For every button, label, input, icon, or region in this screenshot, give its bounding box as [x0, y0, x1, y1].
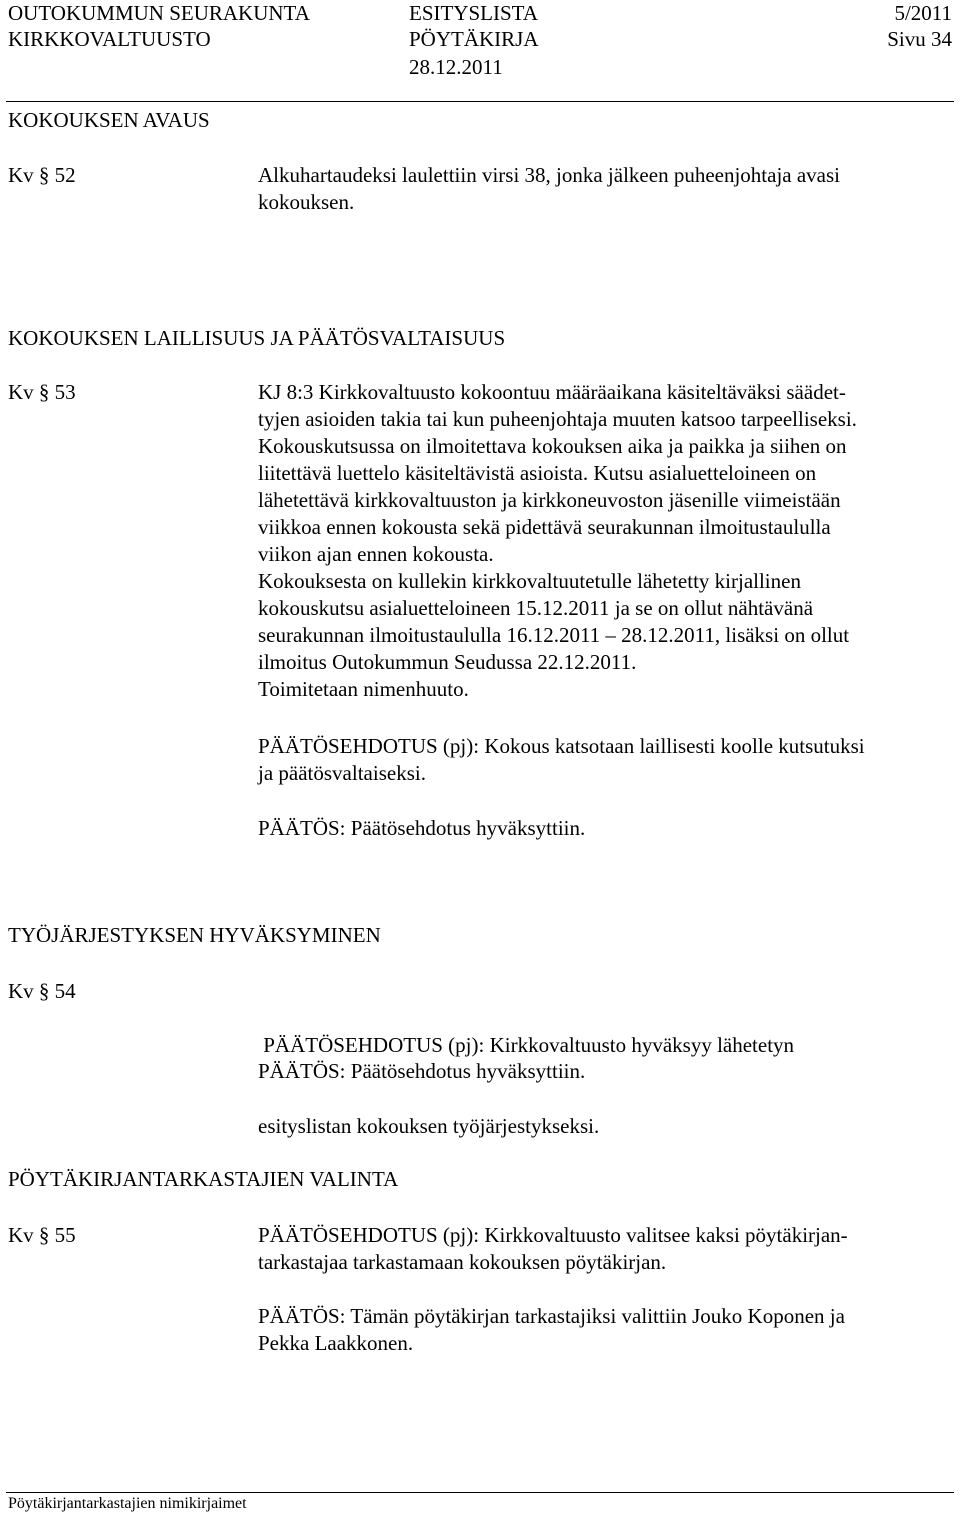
proposal-line: esityslistan kokouksen työjärjestykseksi. — [258, 1114, 600, 1138]
decision-line: PÄÄTÖS: Päätösehdotus hyväksyttiin. — [258, 816, 586, 840]
body-line: KJ 8:3 Kirkkovaltuusto kokoontuu määräaikana käsiteltäväksi säädet- — [258, 380, 846, 404]
section-number: Kv § 53 — [8, 380, 76, 404]
decision-line: Pekka Laakkonen. — [258, 1331, 414, 1355]
proposal-line: PÄÄTÖSEHDOTUS (pj): Kirkkovaltuusto valitsee kaksi pöytäkirjan- — [258, 1223, 848, 1247]
section-number: Kv § 52 — [8, 163, 76, 187]
section-number: Kv § 55 — [8, 1223, 76, 1247]
section-heading: PÖYTÄKIRJANTARKASTAJIEN VALINTA — [8, 1167, 399, 1191]
meeting-date: 28.12.2011 — [409, 55, 503, 79]
body-line: ilmoitus Outokummun Seudussa 22.12.2011. — [258, 650, 637, 674]
decision — [258, 1058, 585, 1085]
org-name: OUTOKUMMUN SEURAKUNTA — [8, 1, 310, 25]
section-heading: KOKOUKSEN LAILLISUUS JA PÄÄTÖSVALTAISUUS — [8, 326, 506, 350]
proposal-line: ja päätösvaltaiseksi. — [258, 761, 426, 785]
doc-type-agenda: ESITYSLISTA — [409, 1, 538, 25]
body-line: Toimitetaan nimenhuuto. — [258, 677, 469, 701]
body-line: seurakunnan ilmoitustaululla 16.12.2011 – 28.12.2011, lisäksi on ollut — [258, 623, 850, 647]
header-rule — [6, 101, 954, 102]
doc-number: 5/2011 — [894, 1, 952, 25]
proposal-line: PÄÄTÖSEHDOTUS (pj): Kirkkovaltuusto hyväksyy lähetetyn — [258, 1033, 795, 1057]
proposal-line: tarkastajaa tarkastamaan kokouksen pöytäkirjan. — [258, 1250, 667, 1274]
proposal-line: PÄÄTÖSEHDOTUS (pj): Kokous katsotaan laillisesti koolle kutsutuksi — [258, 734, 865, 758]
org-body: KIRKKOVALTUUSTO — [8, 27, 211, 51]
body-line: lähetettävä kirkkovaltuuston ja kirkkoneuvoston jäsenille viimeistään — [258, 488, 841, 512]
body-line: tyjen asioiden takia tai kun puheenjohtaja muuten katsoo tarpeelliseksi. — [258, 407, 857, 431]
section-body — [258, 379, 857, 703]
decision — [258, 815, 585, 842]
body-line: kokouskutsu asialuetteloineen 15.12.2011 ja se on ollut nähtävänä — [258, 596, 814, 620]
doc-type-minutes: PÖYTÄKIRJA — [409, 27, 539, 51]
body-line: Kokouksesta on kullekin kirkkovaltuutetulle lähetetty kirjallinen — [258, 569, 801, 593]
section-heading: TYÖJÄRJESTYKSEN HYVÄKSYMINEN — [8, 923, 381, 947]
body-line: liitettävä luettelo käsiteltävistä asioista. Kutsu asialuetteloineen on — [258, 461, 817, 485]
section-body — [258, 162, 840, 216]
body-line: Kokouskutsussa on ilmoitettava kokouksen aika ja paikka ja siihen on — [258, 434, 847, 458]
body-line: viikkoa ennen kokousta sekä pidettävä seurakunnan ilmoitustaululla — [258, 515, 831, 539]
decision-line: PÄÄTÖS: Tämän pöytäkirjan tarkastajiksi valittiin Jouko Koponen ja — [258, 1304, 845, 1328]
decision-line: PÄÄTÖS: Päätösehdotus hyväksyttiin. — [258, 1059, 586, 1083]
signature-label: Pöytäkirjantarkastajien nimikirjaimet — [8, 1495, 247, 1512]
decision-proposal — [258, 1222, 848, 1276]
body-line: viikon ajan ennen kokousta. — [258, 542, 494, 566]
footer-rule — [6, 1492, 954, 1493]
body-line: Alkuhartaudeksi laulettiin virsi 38, jonka jälkeen puheenjohtaja avasi — [258, 163, 841, 187]
decision — [258, 1303, 845, 1357]
page-number: Sivu 34 — [887, 27, 952, 51]
section-heading: KOKOUKSEN AVAUS — [8, 108, 210, 132]
decision-proposal — [258, 733, 865, 787]
section-number: Kv § 54 — [8, 979, 76, 1003]
body-line: kokouksen. — [258, 190, 355, 214]
